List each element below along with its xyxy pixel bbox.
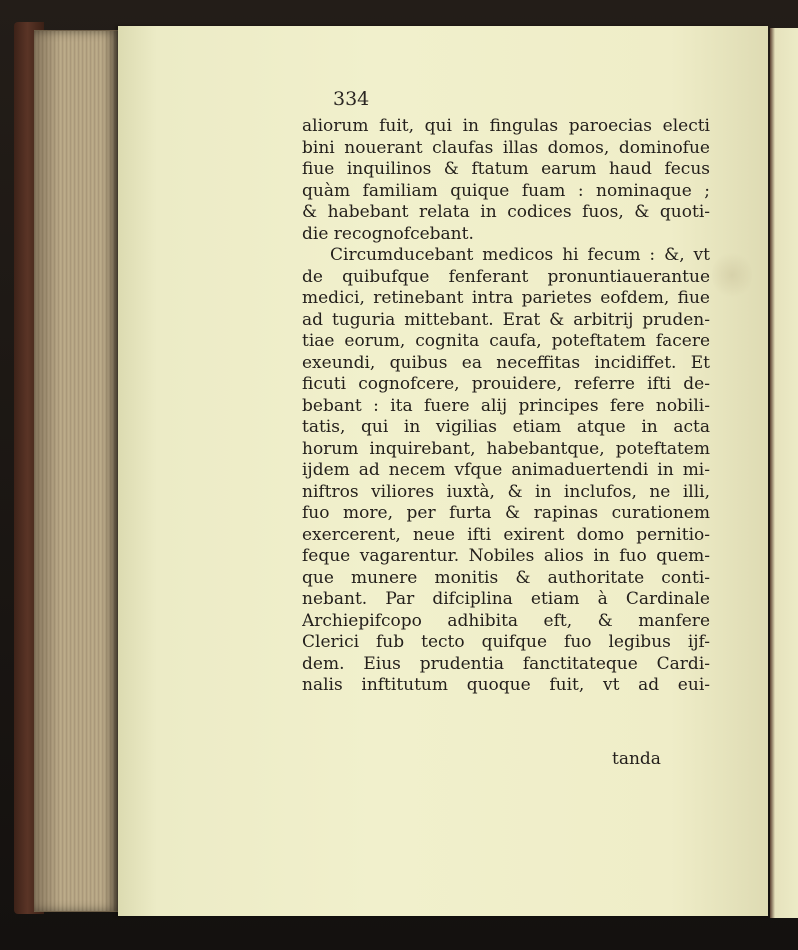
text-line: horum inquirebant, habebantque, poteftatem [302,438,710,459]
text-line: & habebant relata in codices fuos, & quoti- [302,202,710,222]
text-line: aliorum fuit, qui in fingulas paroecias electi [302,116,710,136]
text-line: bini nouerant claufas illas domos, dominofue [302,137,710,158]
text-line: exercerent, neue ifti exirent domo pernitio- [302,524,710,545]
text-line: quàm familiam quique fuam : nominaque ; [302,180,710,201]
text-line: dem. Eius prudentia fanctitateque Cardi- [302,653,710,674]
text-line: bebant : ita fuere alij principes fere nobili- [302,395,710,416]
text-line: feque vagarentur. Nobiles alios in fuo quem- [302,546,710,566]
text-line: ad tuguria mittebant. Erat & arbitrij pruden- [302,309,710,330]
text-line: ficuti cognofcere, prouidere, referre ifti de- [302,374,710,394]
text-line: de quibufque fenferant pronuntiauerantue [302,266,710,287]
text-block [302,116,710,697]
text-line: medici, retinebant intra parietes eofdem, fiue [302,288,710,308]
catchword: tanda [612,749,661,769]
text-line: exeundi, quibus ea neceffitas incidiffet. Et [302,352,710,373]
text-line: fiue inquilinos & ftatum earum haud fecus [302,159,710,179]
text-line: die recognofcebant. [302,223,474,244]
text-line: Archiepifcopo adhibita eft, & manfere [302,610,710,631]
facing-page-edge [770,28,798,918]
text-line: Circumducebant medicos hi fecum : &, vt [330,245,710,265]
text-line: Clerici fub tecto quifque fuo legibus ijf- [302,632,710,652]
text-line: nebant. Par difciplina etiam à Cardinale [302,589,710,609]
text-line: fuo more, per furta & rapinas curationem [302,503,710,523]
page-edges-stack [34,30,120,912]
text-line: tiae eorum, cognita caufa, poteftatem facere [302,331,710,351]
text-line: nalis inftitutum quoque fuit, vt ad eui- [302,675,710,695]
text-line: ijdem ad necem vfque animaduertendi in mi- [302,460,710,480]
page-number: 334 [333,88,370,110]
text-line: tatis, qui in vigilias etiam atque in acta [302,417,710,437]
paper-stain [712,250,752,300]
text-line: niftros viliores iuxtà, & in inclufos, ne illi, [302,481,710,502]
text-line: que munere monitis & authoritate conti- [302,567,710,588]
